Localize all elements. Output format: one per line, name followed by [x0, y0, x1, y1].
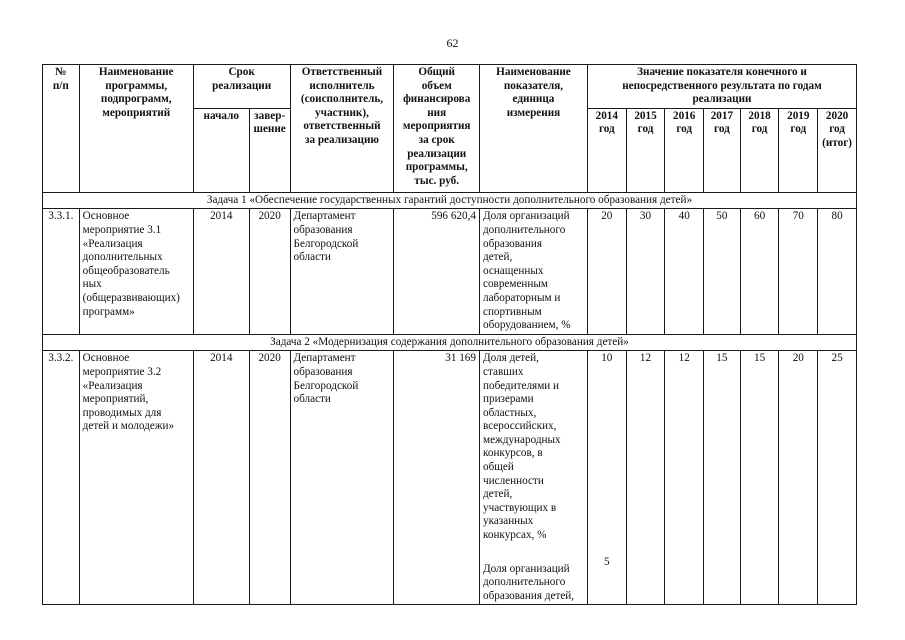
header-year: 2019 год	[779, 108, 818, 192]
task-title: Задача 2 «Модернизация содержания дополнительного образования детей»	[43, 334, 857, 351]
header-values-group: Значение показателя конечного и непосредственного результата по годам реализации	[587, 65, 856, 109]
row-value: 15	[704, 351, 741, 605]
row-funding: 596 620,4	[394, 209, 480, 334]
row-indicator: Доля детей, ставших победителями и призерами областных, всероссийских, международных конкурсов, в общей численности детей, участвующих в указанных конкурсах, %	[482, 352, 561, 542]
table-row	[43, 351, 857, 605]
row-num: 3.3.1.	[43, 209, 80, 334]
row-value: 60	[740, 209, 779, 334]
row-start: 2014	[193, 209, 249, 334]
row-end: 2020	[249, 351, 290, 605]
row-start: 2014	[193, 351, 249, 605]
row-name: Основное мероприятие 3.1 «Реализация дополнительных общеобразователь ных (общеразвивающих) программ»	[79, 209, 193, 334]
row-value: 25	[818, 351, 857, 605]
header-funding: Общий объем финансирова ния мероприятия за срок реализации программы, тыс. руб.	[394, 65, 480, 193]
header-row-1	[43, 65, 857, 109]
row-indicator: Доля организаций дополнительного образования детей, оснащенных современным лабораторным и спортивным оборудованием, %	[479, 209, 587, 334]
row-value: 12	[626, 351, 665, 605]
header-year: 2016 год	[665, 108, 704, 192]
header-year: 2020 год (итог)	[818, 108, 857, 192]
header-year: 2017 год	[704, 108, 741, 192]
program-table	[42, 64, 857, 605]
row-indicator-cell	[479, 351, 587, 605]
task-row	[43, 192, 857, 209]
page-number: 62	[446, 36, 459, 50]
row-value-cell	[587, 351, 626, 605]
row-end: 2020	[249, 209, 290, 334]
header-year: 2015 год	[626, 108, 665, 192]
header-num: № п/п	[43, 65, 80, 193]
header-name: Наименование программы, подпрограмм, мероприятий	[79, 65, 193, 193]
task-title: Задача 1 «Обеспечение государственных гарантий доступности дополнительного образования детей»	[43, 192, 857, 209]
row-indicator-2: Доля организаций дополнительного образования детей,	[482, 562, 575, 602]
header-term-start: начало	[193, 108, 249, 192]
table-row	[43, 209, 857, 334]
row-value-2: 5	[604, 555, 610, 568]
header-year: 2014 год	[587, 108, 626, 192]
row-value: 20	[587, 209, 626, 334]
spacer	[591, 366, 623, 556]
header-term: Срок реализации	[193, 65, 290, 109]
row-value: 20	[779, 351, 818, 605]
row-value: 40	[665, 209, 704, 334]
row-value: 15	[740, 351, 779, 605]
row-value: 50	[704, 209, 741, 334]
header-year: 2018 год	[740, 108, 779, 192]
row-value: 10	[601, 352, 613, 365]
row-value: 12	[665, 351, 704, 605]
header-indicator: Наименование показателя, единица измерения	[479, 65, 587, 193]
row-value: 80	[818, 209, 857, 334]
header-executor: Ответственный исполнитель (соисполнитель, участник), ответственный за реализацию	[290, 65, 394, 193]
row-value: 30	[626, 209, 665, 334]
row-name: Основное мероприятие 3.2 «Реализация мероприятий, проводимых для детей и молодежи»	[79, 351, 193, 605]
row-funding: 31 169	[394, 351, 480, 605]
row-executor: Департамент образования Белгородской области	[290, 209, 394, 334]
row-executor: Департамент образования Белгородской области	[290, 351, 394, 605]
row-num: 3.3.2.	[43, 351, 80, 605]
task-row	[43, 334, 857, 351]
row-value: 70	[779, 209, 818, 334]
spacer	[483, 543, 584, 563]
header-term-end: завер- шение	[249, 108, 290, 192]
